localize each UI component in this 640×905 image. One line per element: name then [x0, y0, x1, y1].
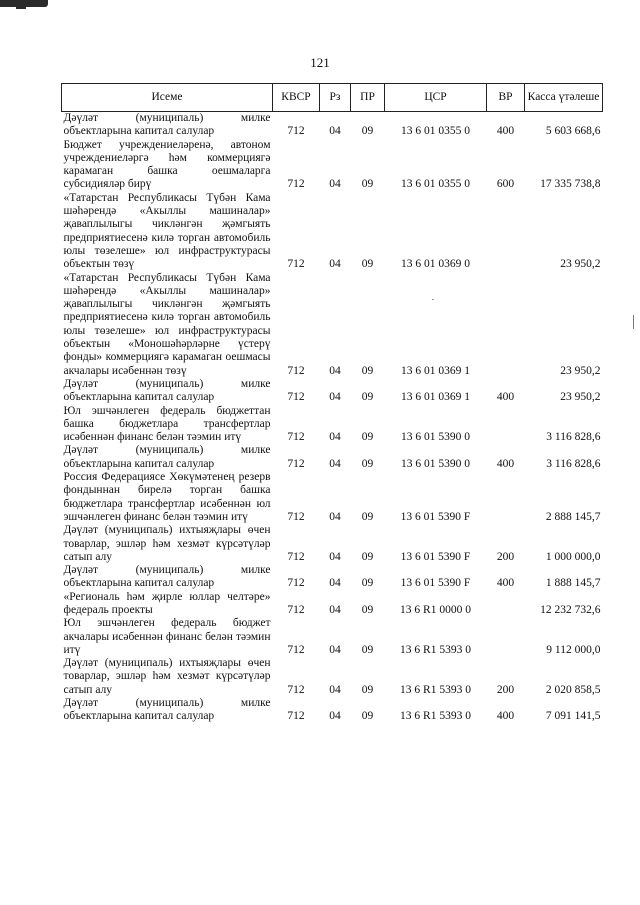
cell-pr: 09 [361, 683, 374, 696]
table-row [62, 378, 603, 405]
cell-amount: 5 603 668,6 [545, 125, 601, 138]
cell-rz: 04 [329, 431, 341, 444]
cell-pr: 09 [361, 391, 374, 404]
cell-name: Дәүләт (муниципаль) милке объектларына капитал салулар [63, 112, 271, 138]
cell-pr: 09 [361, 510, 374, 523]
scan-mark-tab [16, 0, 26, 9]
cell-pr: 09 [361, 364, 374, 377]
cell-amount: 2 020 858,5 [545, 683, 601, 696]
cell-rz: 04 [329, 577, 341, 590]
cell-vr [487, 272, 525, 378]
cell-vr [487, 192, 525, 272]
cell-name: «Татарстан Республикасы Түбән Кама шәһәрендә «Акыллы машиналар» җаваплылыгы чикләнгән җәмгыять предприятиесенә килә торган автомобиль юлы төзелеше» юл инфраструктурасы объектын төзү [63, 191, 271, 271]
cell-vr [487, 405, 525, 445]
cell-kvsr: 712 [287, 510, 305, 523]
cell-csr: 13 6 01 0355 0 [401, 125, 470, 138]
cell-pr: 09 [361, 457, 374, 470]
table-row [62, 272, 603, 378]
cell-name: Бюджет учреждениеләренә, автоном учреждениеләргә һәм коммерциягә карамаган башка оешмаларга субсидияләр бирү [63, 138, 271, 191]
cell-kvsr: 712 [287, 643, 305, 656]
cell-vr: 200 [496, 550, 515, 563]
cell-vr: 400 [496, 577, 515, 590]
cell-name: Юл эшчәнлеген федераль бюджет акчалары исәбеннән финанс белән тәэмин итү [63, 617, 271, 656]
page-number: 121 [310, 55, 330, 70]
cell-csr: 13 6 01 5390 0 [401, 457, 470, 470]
cell-rz: 04 [329, 550, 341, 563]
cell-pr: 09 [361, 643, 374, 656]
cell-kvsr: 712 [287, 710, 305, 723]
cell-csr: 13 6 01 0369 1 [401, 391, 470, 404]
cell-csr: 13 6 R1 5393 0 [400, 643, 471, 656]
cell-kvsr: 712 [287, 577, 305, 590]
header-pr: ПР [351, 84, 385, 112]
table-row [62, 524, 603, 564]
cell-kvsr: 712 [287, 391, 305, 404]
cell-name: Россия Федерациясе Хөкүмәтенең резерв фондыннан бирелә торган башка бюджетлара трансфертлар исәбеннән юл эшчәнлеген финанс белән тәэмин итү [63, 471, 271, 523]
header-name: Исеме [62, 84, 273, 112]
cell-rz: 04 [329, 391, 341, 404]
cell-vr [487, 471, 525, 524]
table-row [62, 139, 603, 192]
budget-table [61, 83, 603, 724]
cell-name: Дәүләт (муниципаль) милке объектларына капитал салулар [63, 697, 271, 723]
header-csr: ЦСР [385, 84, 487, 112]
cell-name: Дәүләт (муниципаль) ихтыяҗлары өчен товарлар, эшләр һәм хезмәт күрсәтүләр сатып алу [63, 657, 271, 696]
cell-rz: 04 [329, 510, 341, 523]
cell-csr: 13 6 01 0355 0 [401, 178, 470, 191]
cell-csr: 13 6 R1 5393 0 [400, 683, 471, 696]
cell-rz: 04 [329, 457, 341, 470]
header-rz: Рз [320, 84, 351, 112]
cell-csr: 13 6 01 5390 F [400, 577, 471, 590]
cell-amount: 9 112 000,0 [546, 643, 601, 656]
cell-vr [487, 591, 525, 618]
cell-kvsr: 712 [287, 125, 305, 138]
cell-csr: 13 6 01 5390 F [400, 510, 471, 523]
cell-pr: 09 [361, 258, 374, 271]
cell-rz: 04 [329, 364, 341, 377]
table-row [62, 444, 603, 471]
header-kvsr: КВСР [273, 84, 320, 112]
table-row [62, 192, 603, 272]
cell-kvsr: 712 [287, 683, 305, 696]
cell-vr: 200 [496, 683, 515, 696]
table-row [62, 405, 603, 445]
cell-pr: 09 [361, 550, 374, 563]
cell-vr: 400 [496, 125, 515, 138]
cell-name: Дәүләт (муниципаль) милке объектларына капитал салулар [63, 564, 271, 590]
cell-kvsr: 712 [287, 603, 305, 616]
table-body [62, 112, 603, 724]
cell-rz: 04 [329, 125, 341, 138]
cell-rz: 04 [329, 603, 341, 616]
cell-vr: 600 [496, 178, 515, 191]
cell-name: «Региональ һәм җирле юллар челтәре» федераль проекты [63, 590, 271, 616]
cell-kvsr: 712 [287, 258, 305, 271]
cell-csr: 13 6 01 0369 1 [401, 364, 470, 377]
table-row [62, 697, 603, 724]
cell-kvsr: 712 [287, 431, 305, 444]
header-amount: Касса үтәлеше [525, 84, 603, 112]
cell-csr: 13 6 01 5390 0 [401, 431, 470, 444]
cell-rz: 04 [329, 643, 341, 656]
cell-csr: 13 6 R1 0000 0 [400, 603, 471, 616]
cell-rz: 04 [329, 683, 341, 696]
cell-kvsr: 712 [287, 457, 305, 470]
cell-pr: 09 [361, 178, 374, 191]
cell-name: Дәүләт (муниципаль) милке объектларына капитал салулар [63, 444, 271, 470]
cell-pr: 09 [361, 710, 374, 723]
cell-kvsr: 712 [287, 550, 305, 563]
cell-rz: 04 [329, 258, 341, 271]
cell-amount: 17 335 738,8 [540, 178, 601, 191]
cell-vr [487, 617, 525, 657]
table-row [62, 564, 603, 591]
table-row [62, 471, 603, 524]
cell-amount: 1 000 000,0 [545, 550, 601, 563]
cell-name: Юл эшчәнлеген федераль бюджеттан башка бюджетлара трансфертлар исәбеннән финанс белән тәэмин итү [63, 404, 271, 444]
cell-rz: 04 [329, 710, 341, 723]
table-row [62, 617, 603, 657]
cell-csr: 13 6 R1 5393 0 [400, 710, 471, 723]
cell-pr: 09 [361, 577, 374, 590]
cell-amount: 3 116 828,6 [546, 431, 601, 444]
cell-amount: 2 888 145,7 [545, 510, 601, 523]
cell-name: Дәүләт (муниципаль) милке объектларына капитал салулар [63, 377, 271, 404]
cell-vr: 400 [496, 710, 515, 723]
cell-rz: 04 [329, 178, 341, 191]
cell-pr: 09 [361, 603, 374, 616]
cell-csr: 13 6 01 5390 F [400, 550, 471, 563]
scan-artifact-dot [432, 299, 434, 300]
cell-pr: 09 [361, 125, 374, 138]
cell-vr: 400 [496, 457, 515, 470]
table-row [62, 657, 603, 697]
cell-name: «Татарстан Республикасы Түбән Кама шәһәрендә «Акыллы машиналар» җаваплылыгы чикләнгән җәмгыять предприятиесенә килә торган автомобиль юлы төзелеше» юл инфраструктурасы объектын «Моношәһәрләрне үстерү фонды» коммерциягә карамаган оешмасы акчалары исәбеннән төзү [63, 271, 271, 377]
cell-amount: 23 950,2 [560, 364, 601, 377]
cell-amount: 7 091 141,5 [545, 710, 601, 723]
cell-kvsr: 712 [287, 364, 305, 377]
cell-amount: 23 950,2 [560, 258, 601, 271]
scan-artifact [633, 315, 634, 329]
table-header-row [62, 84, 603, 112]
cell-name: Дәүләт (муниципаль) ихтыяҗлары өчен товарлар, эшләр һәм хезмәт күрсәтүләр сатып алу [63, 524, 271, 563]
table-row [62, 591, 603, 618]
cell-csr: 13 6 01 0369 0 [401, 258, 470, 271]
cell-amount: 12 232 732,6 [540, 603, 601, 616]
cell-pr: 09 [361, 431, 374, 444]
cell-amount: 3 116 828,6 [546, 457, 601, 470]
cell-amount: 1 888 145,7 [545, 577, 601, 590]
cell-kvsr: 712 [287, 178, 305, 191]
table-row [62, 112, 603, 139]
cell-amount: 23 950,2 [560, 391, 601, 404]
cell-vr: 400 [496, 391, 515, 404]
header-vr: ВР [487, 84, 525, 112]
